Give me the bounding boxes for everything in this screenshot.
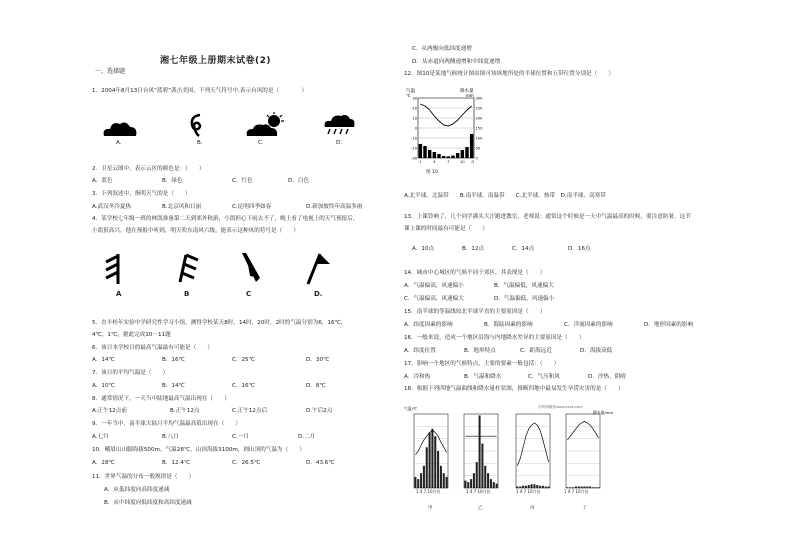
q18-precip-bar [519,487,521,488]
question-9: 9．一年当中，南半球大陆月平均气温最高值出现在（ ） [92,421,241,427]
q17-option-b: B．气温和降水 [464,374,502,380]
q2-option-d: D．白色 [288,178,310,184]
q11-option-d: D．从赤道向两侧递增和中纬度递增 [412,59,501,65]
fig10-right-tick: 200 [475,116,483,121]
q11-option-c: C．从两极向低纬度递增 [412,46,472,52]
q18-precip-bar [443,473,445,488]
question-18: 18．根据下列四地气温曲线和降水量柱状图，推断四地中最易发生旱涝灾害的是（ ） [404,386,624,392]
q1-label-a: A. [116,140,122,146]
question-3: 3．下列叙述中，指明天气的是（ ） [92,191,191,197]
q18-precip-bar [464,481,466,488]
q18-precip-bar [446,477,448,488]
question-1: 1．2004年8月13日台风“蓝碧”袭击美国，下列天气符号中,表示台风的是（ ） [92,88,308,94]
q18-precip-bar [598,487,600,488]
fig10-precip-bar [428,150,431,158]
q9-option-a: A.七月 [92,434,109,440]
fig10-precip-bar [470,134,473,158]
fig10-right-tick: 250 [475,106,483,111]
q11-option-a: A．从低纬度向高纬度递减 [104,487,170,493]
q10-option-a: A．28℃ [92,460,115,466]
q10-option-d: D．43.6℃ [306,460,335,466]
q6-option-d: D．30℃ [306,357,330,363]
q7-option-a: A．10℃ [92,383,115,389]
climate-charts-q18 [400,402,620,498]
question-8: 8．通常情况下，一天当中陆地最高气温出现在（ ） [92,396,230,402]
fig10-precip-bar [447,156,450,158]
question-15: 15．南半球的等温线较北半球平直的主要原因是（ ） [404,309,546,315]
fig10-left-tick: 30 [412,96,417,101]
q15-option-d: D．地形因素的影响 [644,322,694,328]
q18-precip-bar [476,462,478,488]
q18-precip-bar [575,487,577,488]
q18-watermark: 学科网精校www.zxxk.com [538,405,583,409]
q18-label-bing: 丙 [530,506,535,511]
q1-label-c: C. [258,140,264,146]
question-10: 10．峨眉山山脚海拔500m，气温28℃，山顶海拔3100m，则山顶的气温为（ ） [92,447,305,453]
fig10-precip-bar [423,146,426,158]
fig10-right-tick: 50 [475,146,481,151]
wind-symbol-d-icon [300,250,334,288]
q18-label-yi: 乙 [478,506,483,511]
fig10-ylabel-left-unit: ℃ [406,93,411,98]
q18-precip-bar [437,451,439,488]
fig10-right-tick: 300 [475,96,483,101]
fig10-precip-bar [419,144,422,158]
q17-option-c: C．气压和风 [528,374,560,380]
q7-option-c: C．16℃ [232,383,255,389]
fig10-left-tick: -30 [411,156,417,161]
q9-option-c: C.一月 [232,434,249,440]
q18-precip-bar [536,485,538,488]
q17-option-a: A．冷和热 [404,374,431,380]
section-heading: 一、选择题 [95,68,126,75]
fig10-precip-bar [461,150,464,158]
q9-option-b: B.八月 [162,434,179,440]
q18-month-axis-2: 1 4 7 10月份 [466,489,491,494]
q7-option-d: D．8℃ [306,383,326,389]
question-6: 6．该日本学校日的最高气温最有可能是（ ） [92,345,214,351]
q18-precip-bar [533,484,535,488]
q17-option-d: D．沙热，阴晴 [588,374,626,380]
q1-label-b: B. [197,140,203,146]
cloud-icon [100,118,140,138]
q10-option-c: C．26.5℃ [232,460,261,466]
fig10-x-tick: 10 [460,160,465,164]
fig10-left-tick: 0 [414,126,417,131]
q18-precip-bar [522,486,524,488]
q1-label-d: D. [336,140,343,146]
q3-option-c: C.昆明四季如春 [232,204,272,210]
q18-month-axis-1: 1 4 7 10月份 [416,489,441,494]
q18-precip-bar [586,487,588,488]
q18-precip-bar [417,479,419,488]
fig10-ylabel-right-unit: mm [466,93,474,98]
q18-temperature-line [567,421,598,440]
q18-precip-bar [595,487,597,488]
q18-precip-bar [542,486,544,488]
q18-precip-bar [473,473,475,488]
q18-precip-bar [414,477,416,488]
q18-precip-bar [484,466,486,488]
fig10-left-tick: -20 [411,146,417,151]
q18-precip-bar [569,487,571,488]
q18-precip-bar [470,479,472,488]
question-7: 7．该日的平均气温是（ ） [92,370,169,376]
q18-precip-bar [572,487,574,488]
q18-precip-bar [589,487,591,488]
q4-label-c: C [246,290,252,298]
q3-option-b: B.北京风和日丽 [162,204,202,210]
q16-option-c: C．距海远近 [520,348,552,354]
q3-option-d: D.新加坡终年高温多雨 [306,204,363,210]
q18-precip-bar [581,487,583,488]
q18-precip-bar [487,473,489,488]
rain-cloud-icon [322,112,356,138]
q14-option-a: A．气温偏高，风速偏小 [404,283,464,289]
q9-option-d: D.二月 [298,434,316,440]
fig10-x-tick: 4 [433,160,436,164]
q2-option-c: C．红色 [232,178,253,184]
q6-option-b: B．16℃ [162,357,185,363]
q8-option-b: B.正午12点 [170,408,200,414]
q18-precip-bar [578,487,580,488]
q13-option-c: C．14点 [512,246,535,252]
question-13-line1: 13．上课铃响了，几个同学满头大汗跑进教室，老师说：通常这个时候是一天中气温最高的时候，要注意防暑，这节 [404,214,691,220]
question-13-line2: 课上课的时间最有可能是（ ） [404,226,488,232]
q15-option-a: A．纬度因素的影响 [404,322,453,328]
q4-label-d: D. [314,290,323,298]
q18-precip-bar [423,466,425,488]
q18-precip-bar [481,444,483,488]
q4-label-a: A [116,290,122,298]
q18-precip-bar [528,485,530,488]
q7-option-b: B．14℃ [162,383,185,389]
q2-option-b: B．绿色 [162,178,183,184]
q16-option-a: A．纬度位置 [404,348,436,354]
q3-option-a: A.武汉冬冷夏热 [92,204,132,210]
fig10-x-unit: 月 [471,160,475,164]
q18-month-axis-4: 1 4 7 10月份 [564,489,589,494]
q18-temperature-line [517,423,548,466]
q18-label-ding: 丁 [582,506,587,511]
wind-symbol-b-icon [172,252,206,288]
q18-precip-bar [434,436,436,488]
q18-label-jia: 甲 [428,506,433,511]
sun-cloud-icon [244,112,292,138]
q13-option-b: B．12点 [462,246,485,252]
fig10-right-tick: 150 [475,126,483,131]
q18-precip-bar [479,415,481,488]
wind-symbol-c-icon [236,250,270,288]
q18-precip-bar [525,486,527,488]
fig10-ylabel-left: 气温 [406,89,415,94]
q2-option-a: A．蓝色 [92,178,113,184]
q18-precip-bar [545,487,547,488]
q8-option-a: A.正午12点前 [92,408,127,414]
q11-option-b: B．从中纬度向低纬度和高纬度递减 [104,500,192,506]
fig10-left-tick: -10 [411,136,417,141]
question-4-line1: 4．某学校七年级一班的林凯准备第二天到郊外秋游，小凯担心下雨去不了，晚上看了电视上的天气预报后， [92,216,359,222]
climate-chart-fig10 [402,84,488,170]
figure-10-label: 图 10 [426,170,438,175]
q18-precip-bar [426,447,428,488]
fig10-right-tick: 0 [475,156,478,161]
question-17: 17．影响一个地区的气候特点，主要的要素一般包括：（ ） [404,361,560,367]
q14-option-c: C．气温偏高，风速偏大 [404,296,464,302]
fig10-precip-bar [456,153,459,158]
q14-option-b: B．气温偏低，风速偏大 [494,283,554,289]
q6-option-c: C．25℃ [232,357,255,363]
fig10-precip-bar [433,152,436,158]
question-5-line1: 5．直丰桂年实验中学研究性学习小组，测得学校某天8时，14时，20时，2时的气温分别为6，16℃， [92,320,347,326]
q10-option-b: B．12.4℃ [162,460,191,466]
q18-precip-bar [429,433,431,489]
fig10-ylabel-right: 降水量 [460,89,474,94]
q18-precip-bar [496,484,498,488]
question-5-line2: 4℃，1℃，据此完成10－11题 [92,332,171,338]
fig10-precip-bar [451,156,454,158]
q18-axis-left-label: 气温/℃ [404,406,418,411]
q15-option-c: C．洋流因素的影响 [564,322,613,328]
question-16: 16．一般来说，造成一个地区沿海与内地降水差异的主要原因是（ ） [404,335,585,341]
q18-precip-bar [539,486,541,488]
fig10-temperature-line [420,104,471,126]
q4-label-b: B [184,290,190,298]
q18-precip-bar [420,473,422,488]
q6-option-a: A．14℃ [92,357,115,363]
q15-option-b: B．海陆因素的影响 [484,322,533,328]
q18-precip-bar [592,487,594,488]
q18-precip-bar [566,487,568,488]
question-4-line2: 小凯很高兴，他在预报中听到，明天吹东南风六级，能表示这种风的符号是（ ） [92,228,299,234]
fig10-x-tick: 1 [419,160,422,164]
q14-option-d: D．气温偏低，风速偏小 [494,296,555,302]
wind-symbol-a-icon [102,252,136,288]
q16-option-d: D．海拔高低 [580,348,613,354]
fig10-x-tick: 7 [447,160,450,164]
typhoon-icon [186,112,206,138]
question-2: 2．卫星云图中，表示云区的颜色是：（ ） [92,166,205,172]
fig10-precip-bar [437,154,440,158]
q18-precip-bar [548,487,550,488]
question-14: 14．城市中心城区的气候不同于郊区，其表现是（ ） [404,270,546,276]
q8-option-c: C.正午12点后 [232,408,268,414]
fig10-precip-bar [465,147,468,158]
question-12: 12．图10是某地气候统计图由图可知该地所处的半球位置和五带位置分别是（ ） [404,71,615,77]
q18-precip-bar [431,429,433,488]
question-11: 11．世界气温的分布一般规律是（ ） [92,474,195,480]
q18-month-axis-3: 1 4 7 10月份 [516,489,541,494]
q18-precip-bar [467,482,469,488]
q18-precip-bar [490,479,492,488]
fig10-left-tick: 10 [412,116,417,121]
q18-precip-bar [516,487,518,488]
q12-options: A.北半球、北温带 B.南半球、南温带 C.北半球、热带 D.南半球、高寒带 [404,193,606,199]
fig10-precip-bar [442,156,445,158]
q18-precip-bar [583,487,585,488]
page-title: 湘七年级上册期末试卷(2) [160,56,271,66]
fig10-left-tick: 20 [412,106,417,111]
q16-option-b: B．地形特点 [464,348,496,354]
q18-precip-bar [493,482,495,488]
q13-option-a: A．10点 [412,246,435,252]
q18-axis-right-label: 降水量/mm [593,410,614,415]
q8-option-d: D.午后2点 [306,408,333,414]
fig10-right-tick: 100 [475,136,483,141]
q13-option-d: D．16点 [568,246,591,252]
q18-precip-bar [531,484,533,488]
q18-precip-bar [440,466,442,488]
